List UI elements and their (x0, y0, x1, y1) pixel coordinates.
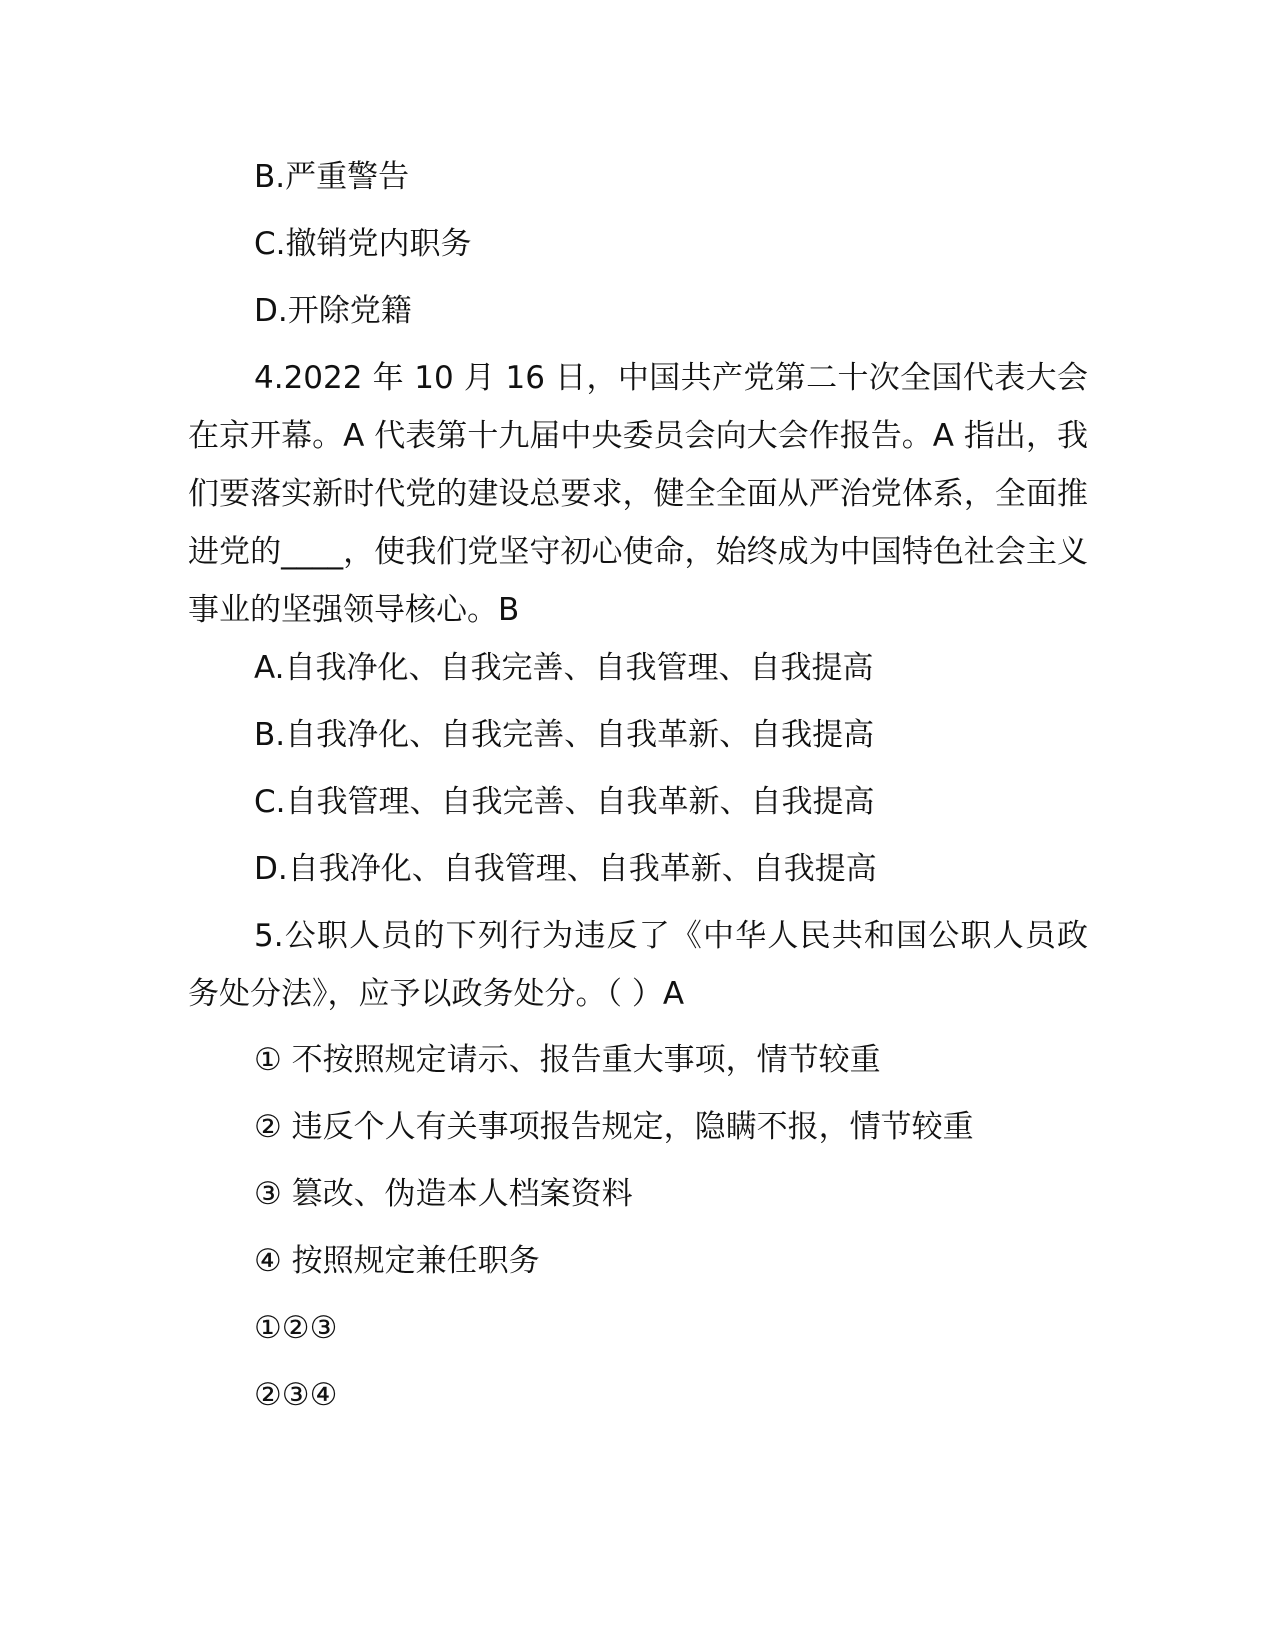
q5-item-3: ③ 篡改、伪造本人档案资料 (254, 1176, 633, 1212)
q5-item-1: ① 不按照规定请示、报告重大事项，情节较重 (254, 1042, 881, 1078)
q4-option-b: B.自我净化、自我完善、自我革新、自我提高 (254, 717, 875, 753)
q4-option-c: C.自我管理、自我完善、自我革新、自我提高 (254, 784, 875, 820)
q5-item-2: ② 违反个人有关事项报告规定，隐瞒不报，情节较重 (254, 1109, 974, 1145)
q3-option-c: C.撤销党内职务 (254, 226, 472, 262)
q5-option-2: ②③④ (254, 1377, 338, 1413)
q4-option-d: D.自我净化、自我管理、自我革新、自我提高 (254, 851, 877, 887)
q4-option-a: A.自我净化、自我完善、自我管理、自我提高 (254, 650, 874, 686)
q5-option-1: ①②③ (254, 1310, 338, 1346)
q3-option-d: D.开除党籍 (254, 293, 412, 329)
q5-item-4: ④ 按照规定兼任职务 (254, 1243, 540, 1279)
q4-question: 4.2022 年 10 月 16 日，中国共产党第二十次全国代表大会在京开幕。A 代表第十九届中央委员会向大会作报告。A 指出，我们要落实新时代党的建设总要求，健全全面从严治党体系，全面推进党的____，使我们党坚守初心使命，始终成为中国特色社会主义事业的坚强领导核心。B (188, 360, 1088, 628)
q5-question: 5.公职人员的下列行为违反了《中华人民共和国公职人员政务处分法》，应予以政务处分。（ ）A (188, 918, 1088, 1012)
q3-option-b: B.严重警告 (254, 159, 410, 195)
